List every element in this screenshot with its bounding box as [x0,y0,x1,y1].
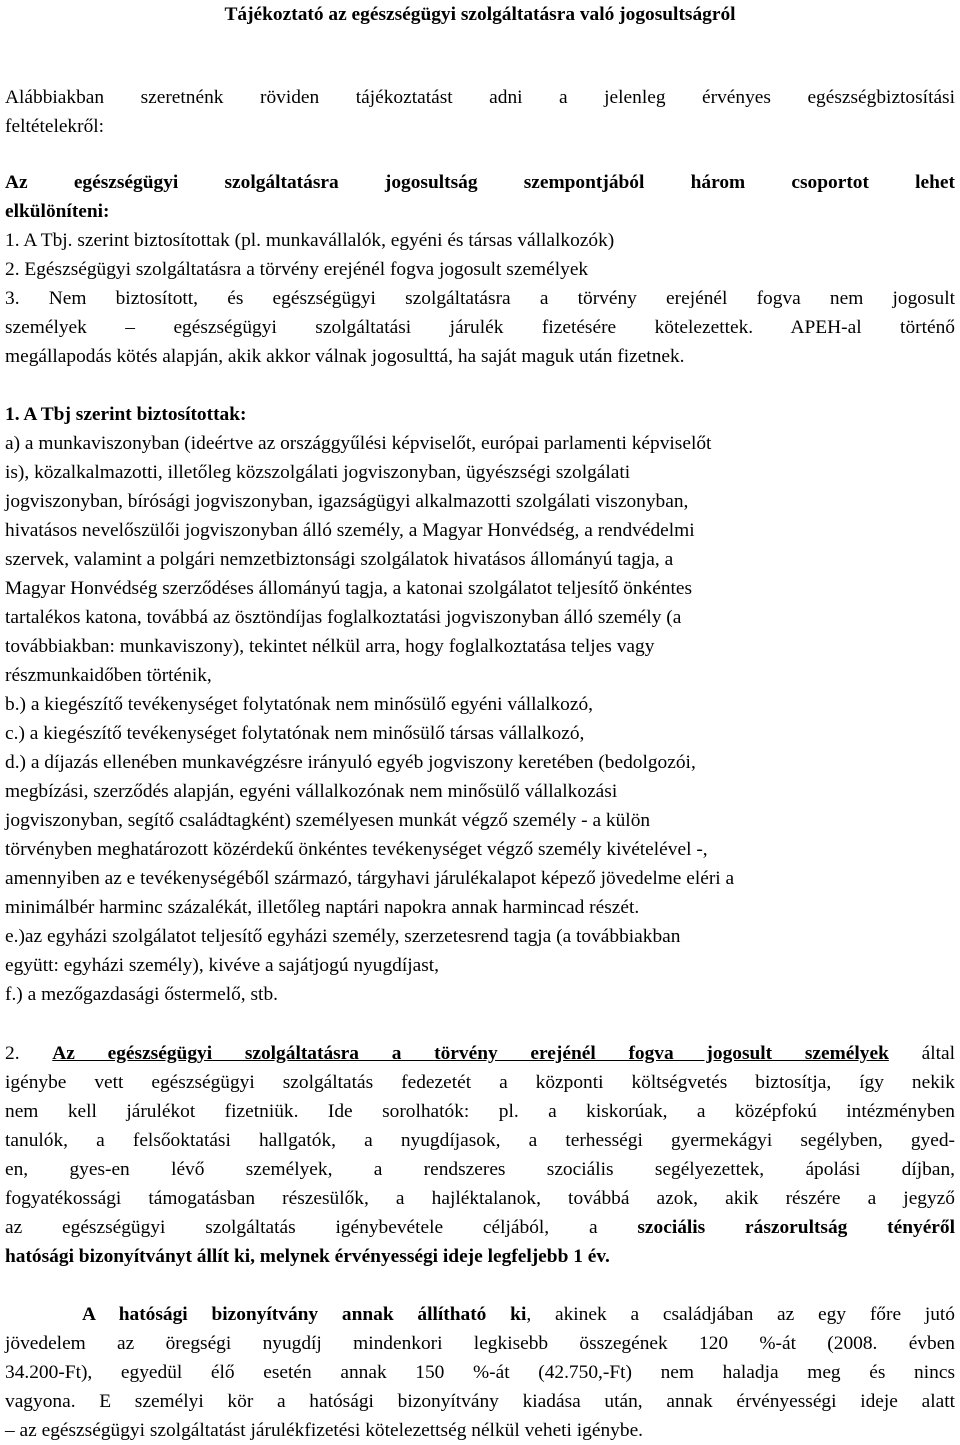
item-e-line: együtt: egyházi személy), kivéve a sajátjogú nyugdíjast, [5,955,440,976]
item-a-line: a) a munkaviszonyban (ideértve az országgyűlési képviselőt, európai parlamenti képviselőt [5,433,712,454]
section-2-heading-line: 2. Az egészségügyi szolgáltatásra a törvény erejénél fogva jogosult személyek által [5,1043,955,1064]
item-d-line: megbízási, szerződés alapján, egyéni vállalkozónak nem minősülő vállalkozási [5,781,618,802]
intro-paragraph [5,83,955,141]
section-1-item-d [5,748,955,922]
section-1-item-c: c.) a kiegészítő tevékenységet folytatónak nem minősülő társas vállalkozó, [5,723,585,744]
item-a-line: is), közalkalmazotti, illetőleg közszolgálati jogviszonyban, ügyészségi szolgálati [5,462,631,483]
section-2-line: nem kell járulékot fizetniük. Ide sorolhatók: pl. a kiskorúak, a középfokú intézményben [5,1101,955,1122]
document-page [5,0,955,1445]
certificate-lead: A hatósági bizonyítvány annak állítható ki [82,1304,527,1325]
intro-line: feltételekről: [5,116,105,137]
certificate-line: – az egészségügyi szolgáltatást járulékfizetési kötelezettség nélkül veheti igénybe. [5,1420,644,1441]
groups-heading: Az egészségügyi szolgáltatásra jogosultság szempontjából három csoportot lehet [5,172,955,193]
section-2-heading: Az egészségügyi szolgáltatásra a törvény erejénél fogva jogosult személyek [52,1043,889,1064]
item-d-line: törvényben meghatározott közérdekű önkéntes tevékenységet végző személy kivételével -, [5,839,708,860]
section-2-line: igénybe vett egészségügyi szolgáltatás fedezetét a központi költségvetés biztosítja, így nekik [5,1072,955,1093]
certificate-line: jövedelem az öregségi nyugdíj mindenkori legkisebb összegének 120 %-át (2008. évben [5,1333,955,1354]
item-a-line: tartalékos katona, továbbá az ösztöndíjas foglalkoztatási jogviszonyban álló személy (a [5,607,682,628]
certificate-line: A hatósági bizonyítvány annak állítható ki, akinek a családjában az egy főre jutó [82,1304,956,1325]
item-a-line: továbbiakban: munkaviszony), tekintet nélkül arra, hogy foglalkoztatása teljes vagy [5,636,655,657]
item-a-line: jogviszonyban, bírósági jogviszonyban, igazságügyi alkalmazotti szolgálati viszonyban, [5,491,689,512]
section-2-line: az egészségügyi szolgáltatás igénybevétele céljából, a szociális rászorultság tényéről [5,1217,955,1238]
document-title: Tájékoztató az egészségügyi szolgáltatásra való jogosultságról [224,4,736,25]
item-d-line: d.) a díjazás ellenében munkavégzésre irányuló egyéb jogviszony keretében (bedolgozói, [5,752,696,773]
certificate-line: vagyona. E személyi kör a hatósági bizonyítvány kiadása után, annak érvényességi ideje alatt [5,1391,955,1412]
section-2-line: tanulók, a felsőoktatási hallgatók, a nyugdíjasok, a terhességi gyermekágyi segélyben, gyed- [5,1130,955,1151]
group-item-2: 2. Egészségügyi szolgáltatásra a törvény erejénél fogva jogosult személyek [5,259,589,280]
section-2-number: 2. [5,1043,20,1064]
item-a-line: Magyar Honvédség szerződéses állományú tagja, a katonai szolgálatot teljesítő önkéntes [5,578,693,599]
section-2 [5,1039,955,1271]
section-1-item-f: f.) a mezőgazdasági őstermelő, stb. [5,984,278,1005]
section-2-line: fogyatékossági támogatásban részesülők, a hajléktalanok, továbbá azok, akik részére a jegyző [5,1188,955,1209]
section-1 [5,400,955,1009]
group-item-3: megállapodás kötés alapján, akik akkor válnak jogosulttá, ha saját maguk után fizetnek. [5,346,685,367]
section-1-item-e [5,922,955,980]
certificate-paragraph [5,1300,955,1445]
intro-line: Alábbiakban szeretnénk röviden tájékoztatást adni a jelenleg érvényes egészségbiztosítási [5,87,955,108]
section-2-line: en, gyes-en lévő személyek, a rendszeres szociális segélyezettek, ápolási díjban, [5,1159,955,1180]
certificate-line: 34.200-Ft), egyedül élő esetén annak 150 %-át (42.750,-Ft) nem haladja meg és nincs [5,1362,955,1383]
item-a-line: hivatásos nevelőszülői jogviszonyban álló személy, a Magyar Honvédség, a rendvédelmi [5,520,695,541]
item-a-line: szervek, valamint a polgári nemzetbiztonsági szolgálatok hivatásos állományú tagja, a [5,549,674,570]
item-e-line: e.)az egyházi szolgálatot teljesítő egyházi személy, szerzetesrend tagja (a továbbiakban [5,926,681,947]
groups-section [5,168,955,371]
groups-heading: elkülöníteni: [5,201,110,222]
group-item-1: 1. A Tbj. szerint biztosítottak (pl. munkavállalók, egyéni és társas vállalkozók) [5,230,615,251]
section-1-heading: 1. A Tbj szerint biztosítottak: [5,404,247,425]
item-a-line: részmunkaidőben történik, [5,665,212,686]
item-d-line: minimálbér harminc százalékát, illetőleg naptári napokra annak harmincad részét. [5,897,640,918]
section-1-item-a [5,429,955,690]
item-d-line: jogviszonyban, segítő családtagként) személyesen munkát végző személy - a külön [5,810,651,831]
item-d-line: amennyiben az e tevékenységéből származó, tárgyhavi járulékalapot képező jövedelme eléri a [5,868,735,889]
group-item-3: személyek – egészségügyi szolgáltatási járulék fizetésére kötelezettek. APEH-al történő [5,317,955,338]
section-1-item-b: b.) a kiegészítő tevékenységet folytatónak nem minősülő egyéni vállalkozó, [5,694,594,715]
group-item-3: 3. Nem biztosított, és egészségügyi szolgáltatásra a törvény erejénél fogva nem jogosult [5,288,955,309]
section-2-line: hatósági bizonyítványt állít ki, melynek érvényességi ideje legfeljebb 1 év. [5,1246,610,1267]
